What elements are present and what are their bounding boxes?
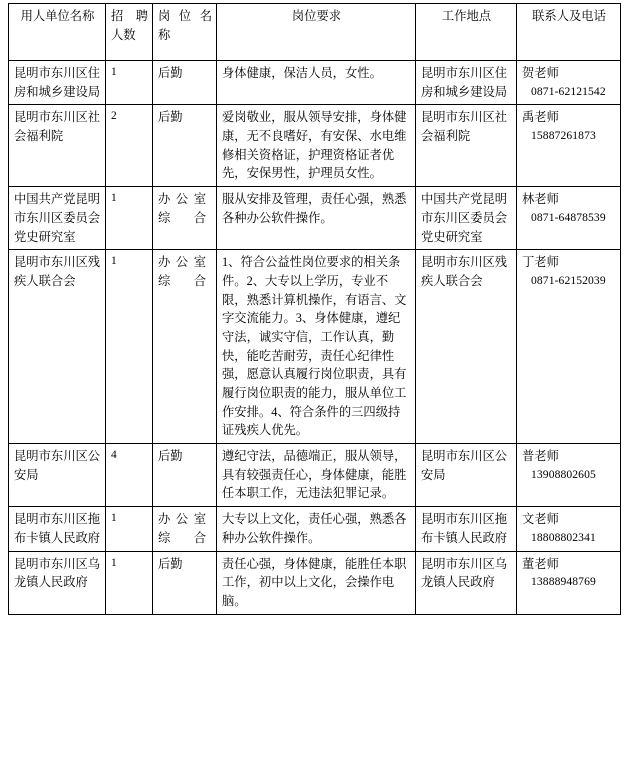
contact-phone: 15887261873	[531, 129, 596, 143]
cell-contact	[517, 105, 621, 187]
contact-phone: 0871-62152039	[531, 273, 606, 287]
column-header-post-label-line2: 称	[158, 27, 171, 42]
table-row	[9, 105, 621, 187]
cell-unit: 中国共产党昆明市东川区委员会党史研究室	[9, 187, 106, 250]
table-row	[9, 250, 621, 444]
cell-count: 1	[106, 250, 153, 444]
table-row	[9, 61, 621, 105]
contact-phone: 13908802605	[531, 467, 596, 481]
column-header-place-label: 工作地点	[441, 9, 492, 23]
cell-requirement: 大专以上文化，责任心强，熟悉各种办公软件操作。	[217, 507, 416, 551]
cell-requirement: 身体健康，保洁人员，女性。	[217, 61, 416, 105]
contact-name: 丁老师	[522, 255, 559, 270]
cell-place: 昆明市东川区公安局	[416, 444, 517, 507]
cell-place: 昆明市东川区住房和城乡建设局	[416, 61, 517, 105]
cell-place: 中国共产党昆明市东川区委员会党史研究室	[416, 187, 517, 250]
table-row	[9, 444, 621, 507]
contact-name: 林老师	[522, 192, 559, 207]
table-row	[9, 507, 621, 551]
column-header-count	[106, 4, 153, 61]
cell-post-text: 后勤	[158, 66, 183, 80]
contact-name: 文老师	[522, 512, 559, 527]
column-header-count-label-line2: 人数	[111, 27, 136, 42]
cell-post-text: 办公室综合	[158, 192, 206, 225]
cell-place: 昆明市东川区社会福利院	[416, 105, 517, 187]
column-header-post	[153, 4, 217, 61]
cell-contact	[517, 250, 621, 444]
column-header-requirement	[217, 4, 416, 61]
contact-name: 董老师	[522, 556, 559, 571]
contact-phone: 0871-62121542	[531, 84, 606, 98]
column-header-post-label-line1: 岗 位 名	[158, 9, 212, 23]
contact-phone: 0871-64878539	[531, 210, 606, 224]
table-header-row	[9, 4, 621, 61]
column-header-count-label-line1: 招 聘	[111, 9, 148, 23]
cell-unit: 昆明市东川区拖布卡镇人民政府	[9, 507, 106, 551]
cell-requirement: 遵纪守法，品德端正，服从领导，具有较强责任心，身体健康，能胜任本职工作，无违法犯罪记录。	[217, 444, 416, 507]
cell-contact	[517, 187, 621, 250]
cell-unit: 昆明市东川区社会福利院	[9, 105, 106, 187]
cell-contact	[517, 551, 621, 614]
cell-post-text: 办公室综合	[158, 512, 206, 545]
cell-post	[153, 551, 217, 614]
cell-post-text: 后勤	[158, 449, 183, 464]
column-header-unit	[9, 4, 106, 61]
cell-contact	[517, 507, 621, 551]
cell-requirement: 爱岗敬业，服从领导安排，身体健康，无不良嗜好，有安保、水电维修相关资格证，护理资格证者优先，安保男性，护理员女性。	[217, 105, 416, 187]
cell-contact	[517, 444, 621, 507]
contact-phone: 13888948769	[531, 575, 596, 589]
cell-requirement: 服从安排及管理，责任心强，熟悉各种办公软件操作。	[217, 187, 416, 250]
cell-contact	[517, 61, 621, 105]
cell-requirement: 责任心强，身体健康，能胜任本职工作，初中以上文化，会操作电脑。	[217, 551, 416, 614]
contact-name: 贺老师	[522, 66, 559, 80]
cell-count: 2	[106, 105, 153, 187]
contact-phone: 18808802341	[531, 530, 596, 544]
cell-unit: 昆明市东川区住房和城乡建设局	[9, 61, 106, 105]
cell-count: 1	[106, 187, 153, 250]
cell-post-text: 后勤	[158, 110, 183, 125]
cell-post	[153, 105, 217, 187]
cell-count: 4	[106, 444, 153, 507]
column-header-unit-label: 用人单位名称	[20, 9, 95, 23]
cell-requirement: 1、符合公益性岗位要求的相关条件。2、大专以上学历，专业不限，熟悉计算机操作，有语言、文字交流能力。3、身体健康，遵纪守法，诚实守信，工作认真，勤快，能吃苦耐劳，责任心纪律性强，愿意认真履行岗位职责，具有履行岗位职责的能力，服从单位工作安排。4、符合条件的三四级持证残疾人优先。	[217, 250, 416, 444]
cell-count: 1	[106, 507, 153, 551]
cell-post-text: 办公室综合	[158, 255, 206, 288]
cell-place: 昆明市东川区拖布卡镇人民政府	[416, 507, 517, 551]
table-row	[9, 551, 621, 614]
contact-name: 禹老师	[522, 110, 559, 125]
cell-count: 1	[106, 61, 153, 105]
column-header-contact	[517, 4, 621, 61]
cell-post-text: 后勤	[158, 556, 183, 571]
cell-post	[153, 61, 217, 105]
cell-post	[153, 187, 217, 250]
column-header-requirement-label: 岗位要求	[291, 9, 342, 23]
cell-post	[153, 444, 217, 507]
cell-unit: 昆明市东川区残疾人联合会	[9, 250, 106, 444]
cell-unit: 昆明市东川区公安局	[9, 444, 106, 507]
cell-place: 昆明市东川区乌龙镇人民政府	[416, 551, 517, 614]
column-header-contact-label: 联系人及电话	[532, 9, 606, 23]
column-header-place	[416, 4, 517, 61]
table-row	[9, 187, 621, 250]
cell-post	[153, 250, 217, 444]
job-listing-table	[8, 3, 621, 615]
cell-post	[153, 507, 217, 551]
cell-count: 1	[106, 551, 153, 614]
contact-name: 普老师	[522, 449, 559, 464]
cell-unit: 昆明市东川区乌龙镇人民政府	[9, 551, 106, 614]
cell-place: 昆明市东川区残疾人联合会	[416, 250, 517, 444]
